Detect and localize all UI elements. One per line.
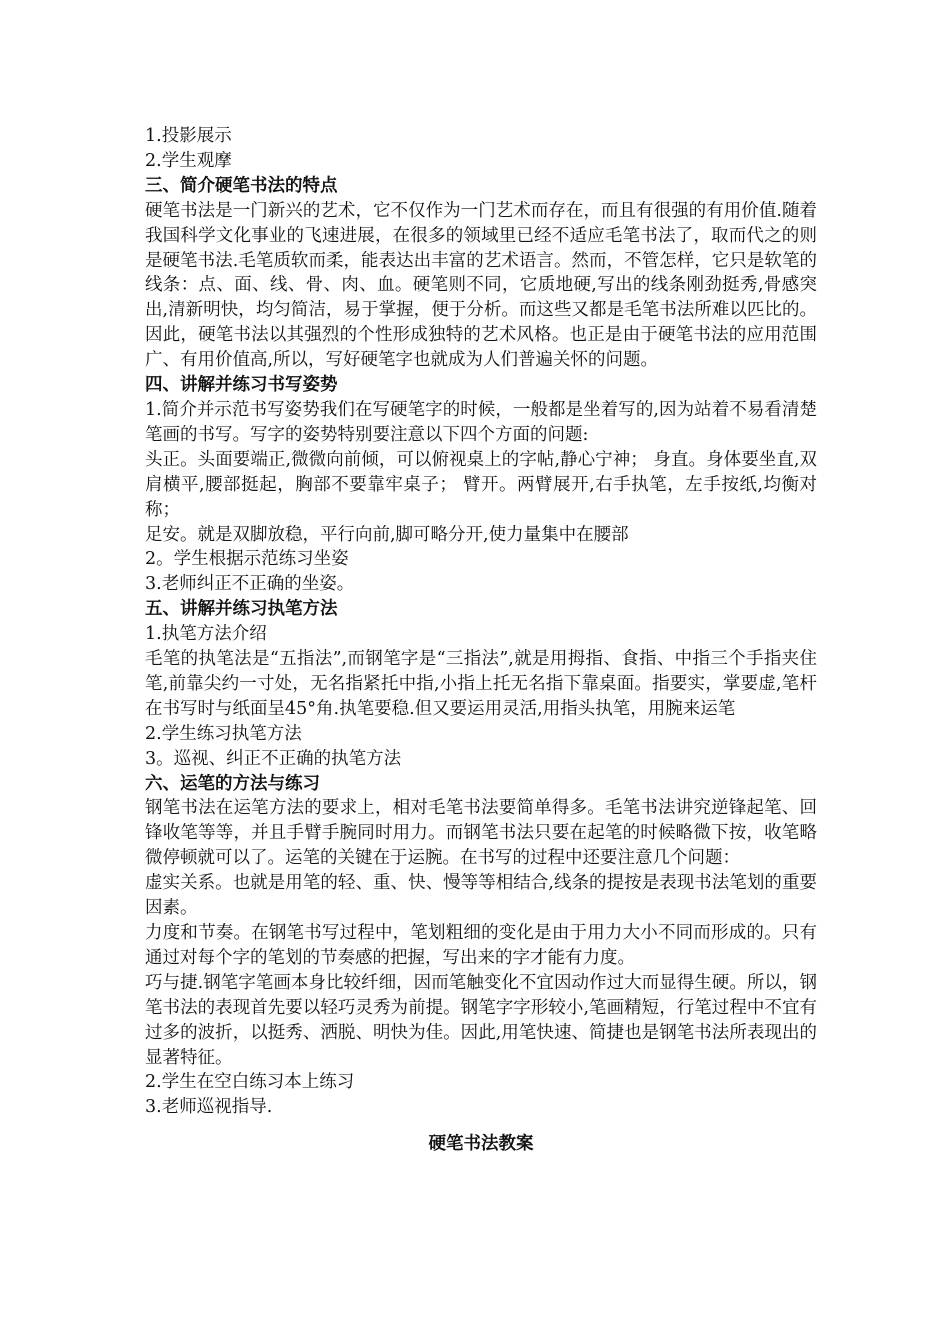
section-5-paragraph-4: 3。巡视、纠正不正确的执笔方法 — [145, 748, 402, 769]
section-6-paragraph-1: 钢笔书法在运笔方法的要求上，相对毛笔书法要简单得多。毛笔书法讲究逆锋起笔、回锋收笔等等，并且手臂手腕同时用力。而钢笔书法只要在起笔的时候略微下按，收笔略微停顿就可以了。运笔的关键在于运腕。在书写的过程中还要注意几个问题： — [145, 798, 817, 869]
section-4-paragraph-2: 头正。头面要端正,微微向前倾，可以俯视桌上的字帖,静心宁神； 身直。身体要坐直,双肩横平,腰部挺起，胸部不要靠牢桌子； 臂开。两臂展开,右手执笔，左手按纸,均衡对称； — [145, 449, 817, 520]
section-6-paragraph-5: 2.学生在空白练习本上练习 — [145, 1072, 355, 1093]
step-observe: 2.学生观摩 — [145, 150, 232, 171]
section-5-paragraph-2: 毛笔的执笔法是“五指法”,而钢笔字是“三指法”,就是用拇指、食指、中指三个手指夹住笔,前靠尖约一寸处，无名指紧托中指,小指上托无名指下靠桌面。指要实，掌要虚,笔杆在书写时与纸面呈45°角.执笔要稳.但又要运用灵活,用指头执笔，用腕来运笔 — [145, 649, 817, 719]
section-4-heading: 四、讲解并练习书写姿势 — [145, 375, 338, 396]
step-projection: 1.投影展示 — [145, 126, 232, 146]
section-4-paragraph-1: 1.简介并示范书写姿势我们在写硬笔字的时候，一般都是坐着写的,因为站着不易看清楚笔画的书写。写字的姿势特别要注意以下四个方面的问题: — [145, 399, 817, 445]
section-3-body: 硬笔书法是一门新兴的艺术，它不仅作为一门艺术而存在，而且有很强的有用价值.随着我国科学文化事业的飞速进展，在很多的领域里已经不适应毛笔书法了，取而代之的则是硬笔书法.毛笔质软而柔，能表达出丰富的艺术语言。然而，不管怎样，它只是软笔的线条：点、面、线、骨、肉、血。硬笔则不同，它质地硬,写出的线条刚劲挺秀,骨感突出,清新明快，均匀简洁，易于掌握，便于分析。而这些又都是毛笔书法所难以匹比的。因此，硬笔书法以其强烈的个性形成独特的艺术风格。也正是由于硬笔书法的应用范围广、有用价值高,所以，写好硬笔字也就成为人们普遍关怀的问题。 — [145, 200, 817, 371]
section-3-heading: 三、简介硬笔书法的特点 — [145, 175, 338, 196]
section-4-paragraph-5: 3.老师纠正不正确的坐姿。 — [145, 574, 355, 595]
section-6-heading: 六、运笔的方法与练习 — [145, 773, 320, 794]
section-6-paragraph-2: 虚实关系。也就是用笔的轻、重、快、慢等等相结合,线条的提按是表现书法笔划的重要因素。 — [145, 873, 817, 919]
section-5-paragraph-3: 2.学生练习执笔方法 — [145, 723, 302, 744]
document-page — [145, 124, 817, 1157]
section-6-paragraph-6: 3.老师巡视指导. — [145, 1097, 273, 1118]
section-6-paragraph-3: 力度和节奏。在钢笔书写过程中，笔划粗细的变化是由于用力大小不同而形成的。只有通过对每个字的笔划的节奏感的把握，写出来的字才能有力度。 — [145, 923, 817, 968]
section-4-paragraph-3: 足安。就是双脚放稳，平行向前,脚可略分开,使力量集中在腰部 — [145, 524, 629, 545]
document-title: 硬笔书法教案 — [428, 1134, 534, 1155]
section-5-heading: 五、讲解并练习执笔方法 — [145, 599, 338, 620]
section-5-paragraph-1: 1.执笔方法介绍 — [145, 624, 267, 645]
section-4-paragraph-4: 2。学生根据示范练习坐姿 — [145, 549, 349, 570]
section-6-paragraph-4: 巧与捷.钢笔字笔画本身比较纤细，因而笔触变化不宜因动作过大而显得生硬。所以，钢笔书法的表现首先要以轻巧灵秀为前提。钢笔字字形较小,笔画精短，行笔过程中不宜有过多的波折，以挺秀、洒脱、明快为佳。因此,用笔快速、简捷也是钢笔书法所表现出的显著特征。 — [145, 972, 817, 1068]
